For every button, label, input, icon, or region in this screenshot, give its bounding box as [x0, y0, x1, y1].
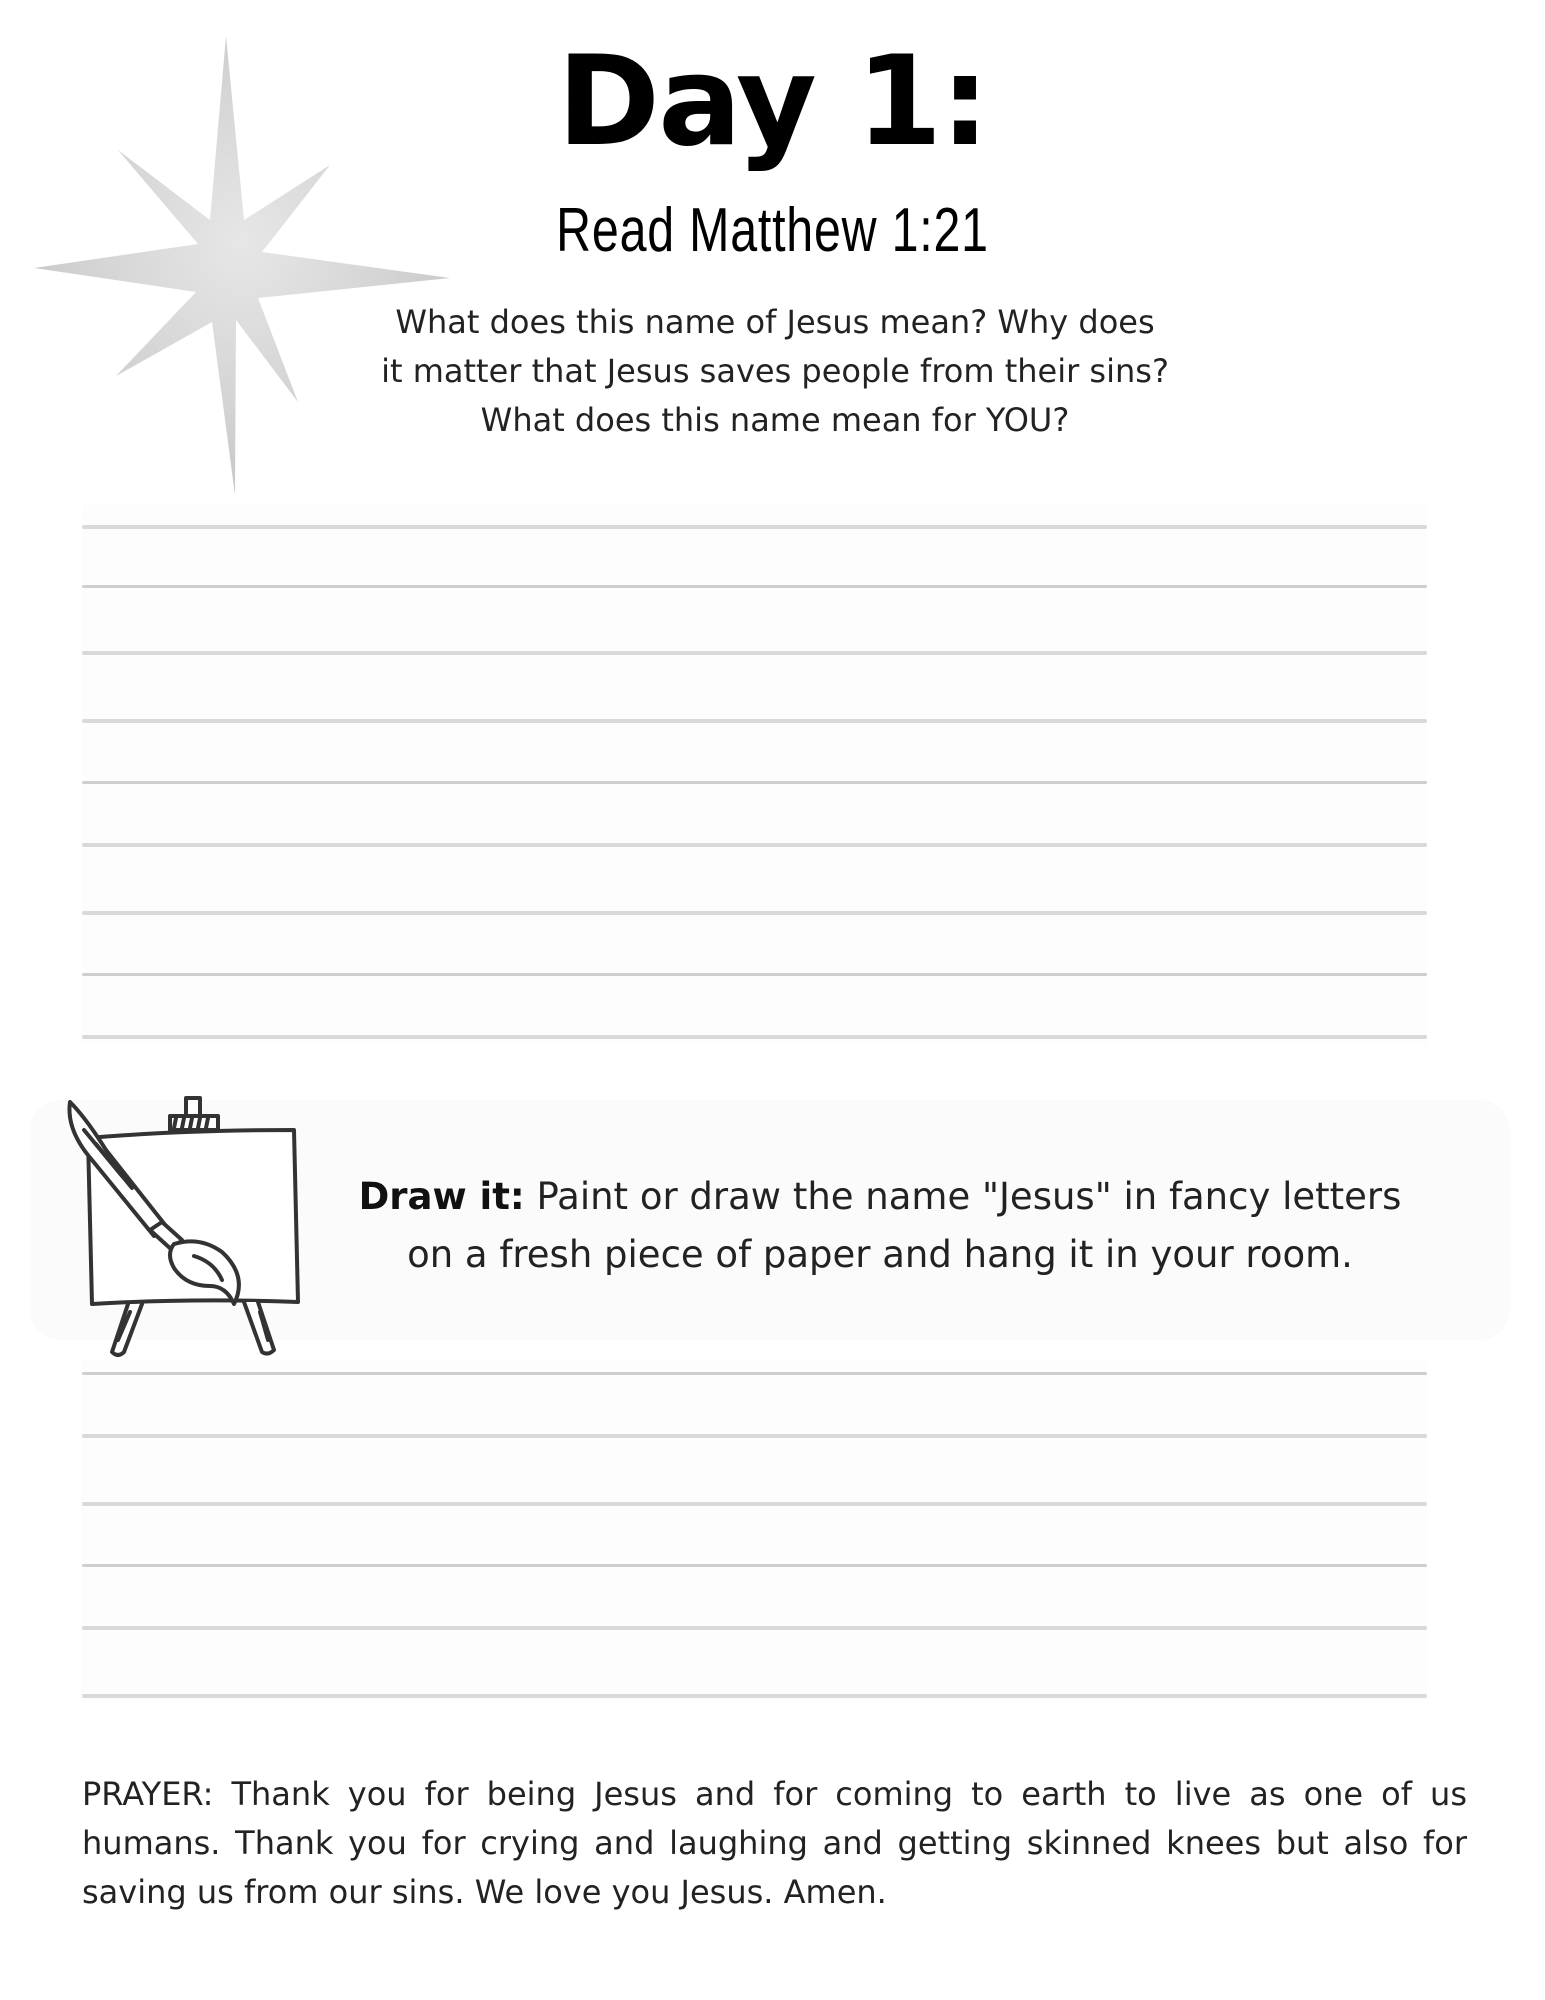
writing-line: [82, 651, 1427, 655]
writing-line: [82, 719, 1427, 723]
writing-line: [82, 585, 1427, 588]
writing-line: [82, 1372, 1427, 1375]
writing-line: [82, 1694, 1427, 1698]
writing-line: [82, 1564, 1427, 1567]
writing-line: [82, 781, 1427, 784]
writing-line: [82, 1035, 1427, 1039]
writing-line: [82, 1434, 1427, 1438]
draw-it-instructions: [330, 1168, 1430, 1284]
writing-line: [82, 1626, 1427, 1630]
writing-area-bottom[interactable]: [82, 1360, 1427, 1700]
writing-line: [82, 911, 1427, 915]
writing-line: [82, 973, 1427, 976]
writing-area-top[interactable]: [82, 505, 1427, 1045]
writing-line: [82, 843, 1427, 847]
scripture-reference: Read Matthew 1:21: [556, 196, 989, 265]
writing-line: [82, 1502, 1427, 1506]
prayer-text: PRAYER: Thank you for being Jesus and for coming to earth to live as one of us humans. Thank you for crying and laughing and getting skinned knees but also for saving us from our sins. We love you Jesus. Amen.: [82, 1775, 1467, 1911]
draw-it-label: Draw it:: [358, 1175, 525, 1218]
writing-line: [82, 525, 1427, 529]
easel-icon: [62, 1090, 312, 1360]
draw-it-text: Paint or draw the name "Jesus" in fancy letters on a fresh piece of paper and hang it in your room.: [407, 1175, 1402, 1276]
reflection-question: What does this name of Jesus mean? Why does it matter that Jesus saves people from their sins? What does this name mean for YOU?: [381, 303, 1169, 439]
page-title: Day 1:: [557, 30, 988, 174]
